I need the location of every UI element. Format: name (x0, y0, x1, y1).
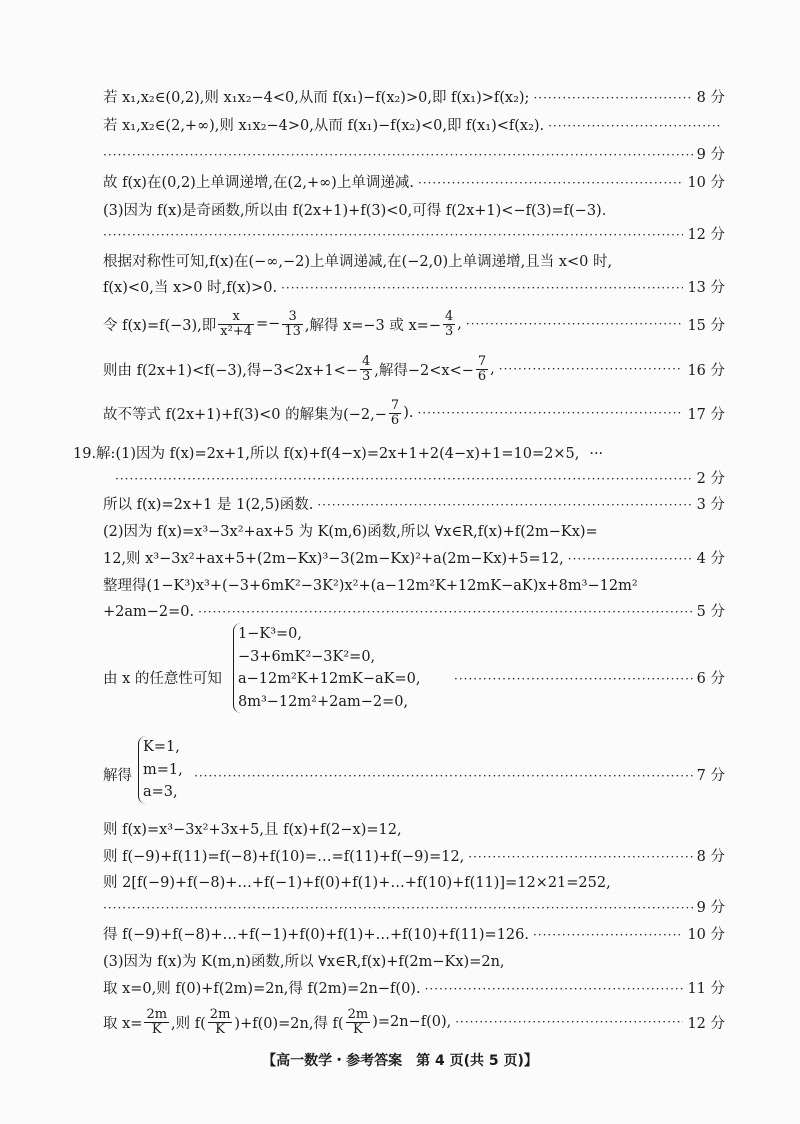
line-1: 若 x₁,x₂∈(0,2),则 x₁x₂−4<0,从而 f(x₁)−f(x₂)>0,即 f(x₁)>f(x₂); ····· 8 分 (103, 86, 725, 107)
fraction: $\frac{7}{6}$ (390, 398, 400, 428)
score: 11 分 (687, 981, 725, 997)
dot-leader (194, 769, 693, 783)
dot-leader (533, 928, 683, 942)
dot-leader (466, 317, 684, 331)
score: 16 分 (687, 362, 725, 379)
line-8: 则由 f(2x+1)<f(−3),得−3<2x+1<− $\frac{4}{3}$ ,解得−2<x<− $\frac{7}{6}$ , ····· 16 分 (103, 355, 725, 383)
score: 8 分 (696, 90, 725, 106)
line-11: 所以 f(x)=2x+1 是 1(2,5)函数. ····· 3 分 (103, 493, 725, 514)
line-10: 19.解:(1)因为 f(x)=2x+1,所以 f(x)+f(4−x)=2x+1+2(4−x)+1=10=2×5, ··· (73, 446, 604, 462)
score: 9 分 (696, 147, 725, 163)
dot-leader (103, 148, 693, 162)
score: 15 分 (687, 317, 725, 334)
dot-leader (198, 605, 693, 619)
line-13: 12,则 x³−3x²+ax+5+(2m−Kx)³−3(2m−Kx)²+a(2m−Kx)+5=12, ····· 4 分 (103, 547, 725, 568)
line-9: 故不等式 f(2x+1)+f(3)<0 的解集为(−2,− $\frac{7}{6}$ ). ····· 17 分 (103, 399, 725, 427)
score: 13 分 (687, 280, 725, 296)
line-6: f(x)<0,当 x>0 时,f(x)>0. ····· 13 分 (103, 276, 725, 297)
equation-system-2: K=1, m=1, a=3, (138, 736, 183, 804)
dot-leader (103, 228, 683, 242)
score: 10 分 (687, 175, 725, 191)
line-15: +2am−2=0. ····· 5 分 (103, 600, 725, 621)
line-17-score (190, 764, 725, 785)
line-19: 则 f(−9)+f(11)=f(−8)+f(10)=…=f(11)+f(−9)=12, ····· 8 分 (103, 845, 725, 866)
dot-leader (455, 1015, 683, 1029)
line-2: 若 x₁,x₂∈(2,+∞),则 x₁x₂−4>0,从而 f(x₁)−f(x₂)<0,即 f(x₁)<f(x₂). ····· (103, 114, 725, 135)
fraction: $\frac{2m}{K}$ (146, 1007, 168, 1037)
fraction: $\frac{2m}{K}$ (347, 1007, 369, 1037)
score: 3 分 (696, 497, 725, 513)
dot-leader (568, 552, 693, 566)
line-5: 根据对称性可知,f(x)在(−∞,−2)上单调递减,在(−2,0)上单调递增,且当 x<0 时, (103, 254, 613, 270)
score: 12 分 (687, 227, 725, 243)
fraction: $\frac{4}{3}$ (361, 354, 371, 384)
line-7: 令 f(x)=f(−3),即 $\frac{x}{\text{x²+4}}$ =− $\frac{3}{13}$ ,解得 x=−3 或 x=− $\frac{4}{3}$ , ····· 15 分 (103, 310, 725, 338)
dot-leader (548, 119, 721, 133)
line-14: 整理得(1−K³)x³+(−3+6mK²−3K²)x²+(a−12m²K+12mK−aK)x+8m³−12m² (103, 578, 638, 594)
dot-leader (499, 362, 684, 376)
line-3: 故 f(x)在(0,2)上单调递增,在(2,+∞)上单调递减. ····· 10 分 (103, 171, 725, 192)
score: 2 分 (696, 471, 725, 487)
line-20-score (103, 896, 725, 917)
dot-leader (454, 672, 693, 686)
page-footer: 【高一数学・参考答案 第 4 页(共 5 页)】 (262, 1053, 538, 1069)
dot-leader (115, 472, 693, 486)
dot-leader (468, 850, 692, 864)
fraction: $\frac{4}{3}$ (444, 309, 454, 339)
dot-leader (418, 176, 684, 190)
score: 12 分 (687, 1015, 725, 1032)
line-16-label: 由 x 的任意性可知 (103, 671, 222, 687)
dot-leader (281, 281, 683, 295)
score: 6 分 (696, 671, 725, 687)
score: 17 分 (687, 406, 725, 423)
line-20: 则 2[f(−9)+f(−8)+…+f(−1)+f(0)+f(1)+…+f(10)+f(11)]=12×21=252, (103, 875, 611, 891)
score: 5 分 (696, 604, 725, 620)
line-4-score (103, 223, 725, 244)
line-17-label: 解得 (103, 768, 132, 784)
line-2-score (103, 143, 725, 164)
line-24: 取 x= $\frac{2m}{K}$ ,则 f( $\frac{2m}{K}$ )+f(0)=2n,得 f( $\frac{2m}{K}$ )=2n−f(0), ····· 12 分 (103, 1008, 725, 1036)
dot-leader (425, 982, 684, 996)
line-22: (3)因为 f(x)为 K(m,n)函数,所以 ∀x∈R,f(x)+f(2m−Kx)=2n, (103, 954, 505, 970)
score: 8 分 (696, 849, 725, 865)
score: 4 分 (696, 551, 725, 567)
line-4: (3)因为 f(x)是奇函数,所以由 f(2x+1)+f(3)<0,可得 f(2x+1)<−f(3)=f(−3). (103, 203, 607, 219)
fraction: $\frac{x}{\text{x²+4}}$ (220, 309, 252, 339)
line-12: (2)因为 f(x)=x³−3x²+ax+5 为 K(m,6)函数,所以 ∀x∈R,f(x)+f(2m−Kx)= (103, 524, 598, 540)
fraction: $\frac{7}{6}$ (477, 354, 487, 384)
dot-leader (533, 91, 692, 105)
score: 10 分 (687, 927, 725, 943)
dot-leader (317, 498, 692, 512)
fraction: $\frac{3}{13}$ (284, 309, 301, 339)
line-10-score (115, 467, 725, 488)
line-16-score (450, 667, 725, 688)
line-18: 则 f(x)=x³−3x²+3x+5,且 f(x)+f(2−x)=12, (103, 822, 402, 838)
score: 7 分 (696, 768, 725, 784)
dot-leader (103, 901, 693, 915)
fraction: $\frac{2m}{K}$ (209, 1007, 231, 1037)
line-21: 得 f(−9)+f(−8)+…+f(−1)+f(0)+f(1)+…+f(10)+f(11)=126. ····· 10 分 (103, 923, 725, 944)
score: 9 分 (696, 900, 725, 916)
equation-system-1: 1−K³=0, −3+6mK²−3K²=0, a−12m²K+12mK−aK=0, 8m³−12m²+2am−2=0, (233, 623, 420, 713)
line-23: 取 x=0,则 f(0)+f(2m)=2n,得 f(2m)=2n−f(0). ····· 11 分 (103, 977, 725, 998)
dot-leader (417, 406, 683, 420)
